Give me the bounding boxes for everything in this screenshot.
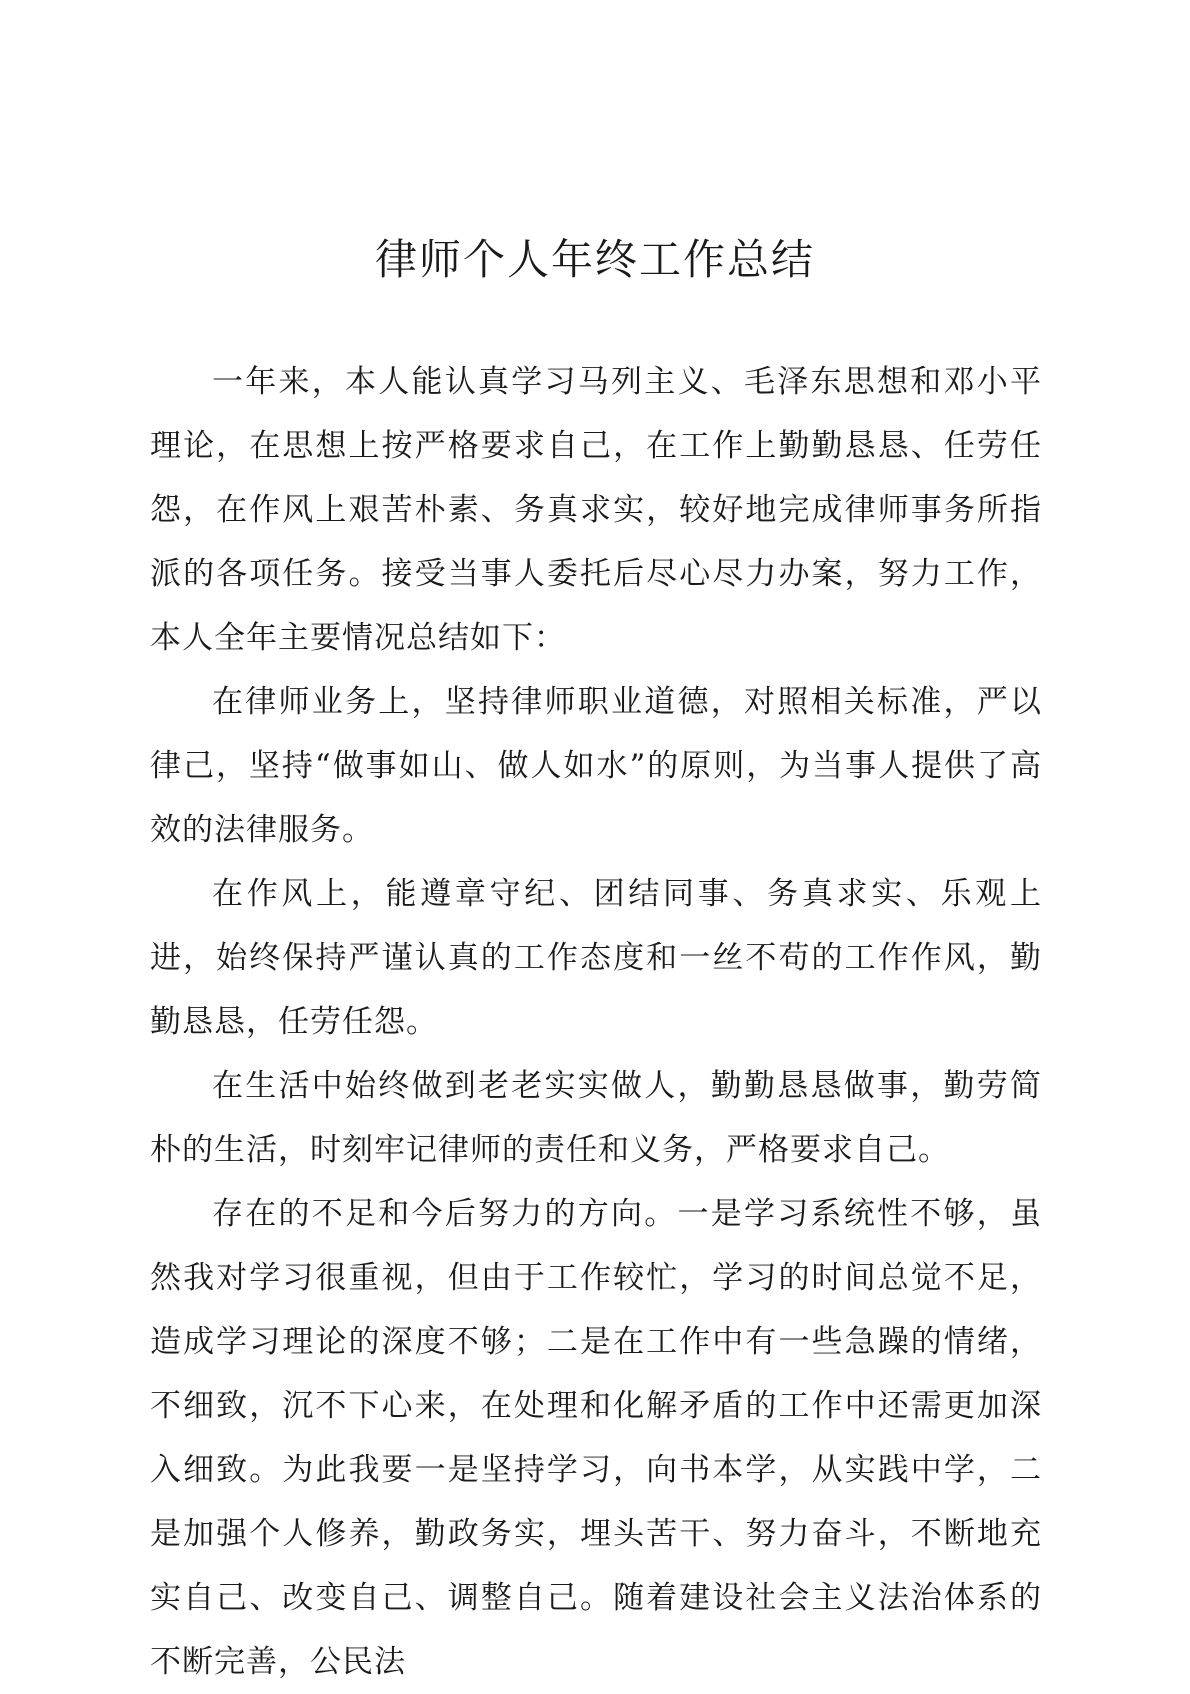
paragraph-business: 在律师业务上，坚持律师职业道德，对照相关标准，严以律己，坚持“做事如山、做人如水”的原则，为当事人提供了高效的法律服务。	[150, 684, 1042, 848]
document-body	[150, 350, 1042, 1694]
document-title: 律师个人年终工作总结	[374, 235, 815, 284]
paragraph-work-style: 在作风上，能遵章守纪、团结同事、务真求实、乐观上进，始终保持严谨认真的工作态度和一丝不苟的工作作风，勤勤恳恳，任劳任怨。	[150, 876, 1042, 1040]
paragraph-shortcomings: 存在的不足和今后努力的方向。一是学习系统性不够，虽然我对学习很重视，但由于工作较忙，学习的时间总觉不足，造成学习理论的深度不够；二是在工作中有一些急躁的情绪，不细致，沉不下心来，在处理和化解矛盾的工作中还需更加深入细致。为此我要一是坚持学习，向书本学，从实践中学，二是加强个人修养，勤政务实，埋头苦干、努力奋斗，不断地充实自己、改变自己、调整自己。随着建设社会主义法治体系的不断完善，公民法	[150, 1196, 1042, 1680]
paragraph-intro: 一年来，本人能认真学习马列主义、毛泽东思想和邓小平理论，在思想上按严格要求自己，在工作上勤勤恳恳、任劳任怨，在作风上艰苦朴素、务真求实，较好地完成律师事务所指派的各项任务。接受当事人委托后尽心尽力办案，努力工作，本人全年主要情况总结如下：	[150, 364, 1042, 656]
paragraph-life: 在生活中始终做到老老实实做人，勤勤恳恳做事，勤劳简朴的生活，时刻牢记律师的责任和义务，严格要求自己。	[150, 1068, 1042, 1168]
